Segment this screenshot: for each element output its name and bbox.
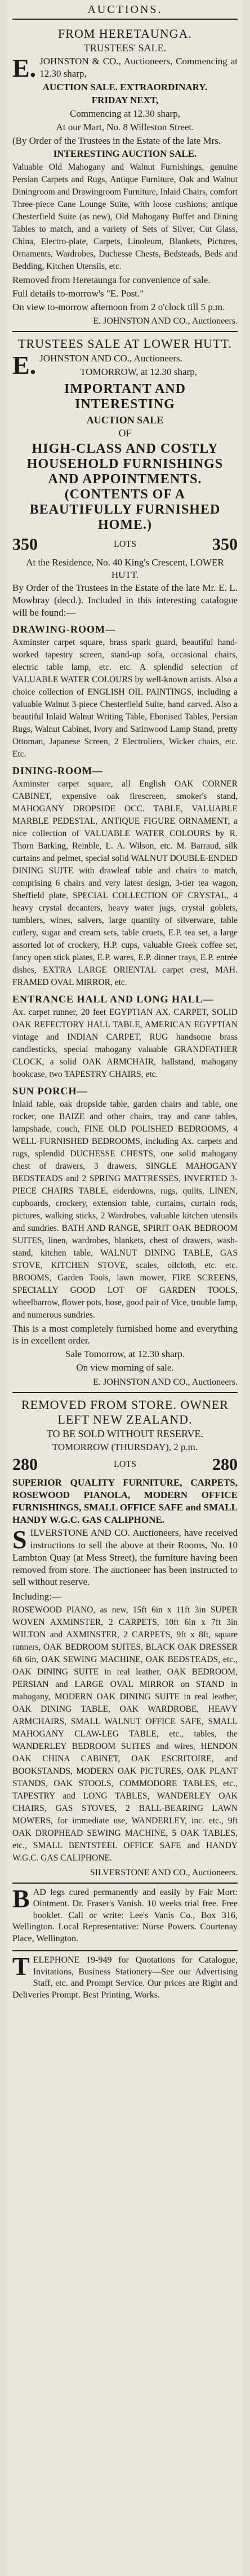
ad-line: Commencing at 12.30 sharp, bbox=[70, 108, 180, 119]
closing-line: This is a most completely furnished home and everything is in excellent order. bbox=[12, 1323, 238, 1346]
signature: E. JOHNSTON AND CO., Auctioneers. bbox=[93, 316, 238, 326]
headline: HIGH-CLASS AND COSTLY HOUSEHOLD FURNISHINGS AND APPOINTMENTS. (CONTENTS OF A BEAUTIFULLY FURNISHED HOME.) bbox=[26, 441, 224, 532]
superior-line: SUPERIOR QUALITY FURNITURE, CARPETS, ROSEWOOD PIANOLA, MODERN OFFICE FURNISHINGS, SMALL OFFICE SAFE and SMALL HANDY W.G.C. GAS CALIPHONE. bbox=[12, 1477, 238, 1525]
time-line: TOMORROW (THURSDAY), 2 p.m. bbox=[52, 1441, 198, 1452]
of-heading: OF bbox=[118, 427, 132, 439]
section-head-dining-room: DINING-ROOM— bbox=[12, 765, 103, 776]
lots-count-right: 280 bbox=[212, 1455, 238, 1474]
firm-line: ILVERSTONE AND CO. Auctioneers, have received instructions to sell the above at their Rooms, No. 10 Lambton Quay (at Mess Street), the furniture having been removed from store. The auctioneer has been instructed to sell without reserve. bbox=[12, 1527, 238, 1588]
auction-ad-removed-from-store bbox=[12, 1393, 238, 1884]
time-line: TOMORROW, at 12.30 sharp, bbox=[80, 366, 197, 377]
ad-body: ELEPHONE 19-949 for Quotations for Catalogue, Invitations, Business Stationery—See our Advertising Staff, etc. and Prompt Service. Our prices are Right and Deliveries Prompt. Best Printing, Works. bbox=[12, 1955, 238, 2000]
including-label: Including:— bbox=[12, 1591, 61, 1602]
section-head-drawing-room: DRAWING-ROOM— bbox=[12, 623, 116, 635]
removed-note: Removed from Heretaunga for convenience of sale. bbox=[12, 275, 211, 285]
view-note: On view morning of sale. bbox=[76, 1362, 174, 1373]
section-body-entrance-hall: Ax. carpet runner, 20 feet EGYPTIAN AX. CARPET, SOLID OAK REFECTORY HALL TABLE, AMERICAN EGYPTIAN vintage and INDIAN CARPET, RUG handsome brass candlesticks, special mahogany valuable GRANDFATHER CLOCK, a solid OAK ARMCHAIR, hallstand, mahogany bookcase, two TAPESTRY CHAIRS, etc. bbox=[12, 1007, 238, 1079]
section-body-sun-porch: Inlaid table, oak dropside table, garden chairs and table, one rocker, one BAIZE and other chairs, tray and cane tables, lampshade, couch, FINE OLD POLISHED BEDROOMS, 4 WELL-FURNISHED BEDROOMS, including Ax. carpets and rugs, splendid DUCHESSE CHESTS, one solid mahogany chest of drawers, 3 drawers, SINGLE MAHOGANY BEDSTEADS and 2 SPRING MATTRESSES, INVERTED 3-PIECE CHAIRS TABLE, eiderdowns, rugs, quilts, LINEN, cupboards, crockery, extension table, curtains, curtain rods, pictures, walking sticks, 2 Wardrobes, valuable kitchen utensils and sundries. BATH AND RANGE, SPIRIT OAK BEDROOM SUITES, linen, wardrobes, blankets, chest of drawers, wash-stand, kitchen table, WALNUT DINING TABLE, GAS STOVE, KITCHEN STOVE, scales, oilcloth, etc. etc. BROOMS, Garden Tools, lawn mower, FIRE SCREENS, SPECIALLY GOOD LOT OF GARDEN TOOLS, wheelbarrow, flower pots, hose, good pair of Vice, trouble lamp, and numerous sundries. bbox=[12, 1099, 238, 1320]
residence-line: At the Residence, No. 40 King's Crescent, LOWER HUTT. bbox=[26, 556, 224, 580]
signature: SILVERSTONE AND CO., Auctioneers. bbox=[90, 1867, 238, 1877]
ad-title: FROM HERETAUNGA. bbox=[58, 26, 192, 41]
ad-title: TRUSTEES SALE AT LOWER HUTT. bbox=[18, 337, 232, 351]
auction-ad-lower-hutt bbox=[12, 332, 238, 1393]
drop-cap: S bbox=[12, 1525, 27, 1554]
lots-row bbox=[12, 1455, 238, 1474]
ad-body: Valuable Old Mahogany and Walnut Furnishings, genuine Persian Carpets and Rugs, Antique Furniture, Oak and Walnut Diningroom and Drawingroom Furniture, Inlaid Chairs, comfort Three-piece Cane Lounge Suite, with loose cushions; antique Chesterfield Suite (as new), Old Mahogany Buffet and Dining Tables to match, and a variety of Sets of Silver, Cut Glass, China, Electro-plate, Carpets, Linoleum, Blankets, Pictures, Ornaments, Wardrobes, Duchesse Chests, Bedsteads, Beds and Bedding, Kitchen Utensils, etc. bbox=[12, 162, 238, 271]
ad-body: ROSEWOOD PIANO, as new, 15ft 6in x 11ft 3in SUPER WOVEN AXMINSTER, 2 CARPETS, 10ft 6in x 7ft 3in WILTON and AXMINSTER, 2 CARPETS, 9ft x 8ft, square runners, OAK BEDROOM SUITES, BLACK OAK DRESSER 6ft 6in, OAK SEWING MACHINE, OAK BEDSTEADS, etc., OAK DINING SUITE in real leather, OAK BEDROOM, PERSIAN and LARGE OVAL MIRROR on STAND in mahogany, MODERN OAK DINING SUITE in real leather, OAK DINING TABLE, OAK WARDROBE, HEAVY ARMCHAIRS, SMALL WALNUT OFFICE SAFE, SMALL MAHOGANY CLAW-LEG TABLE, etc., tables, the WANDERLEY BEDROOM SUITES and wires, HENDON OAK CHINA CABINET, OAK ESCRITOIRE, and BOOKSTANDS, MODERN OAK PICTURES, OAK PLANT STANDS, OAK STOOLS, COMMODORE TABLES, etc., TAPESTRY and LONG TABLES, WANDERLEY OAK CHAIRS, GAS STOVES, 2 BALL-BEARING LAWN MOWERS, for immediate use, WANDERLEY, inc. etc., 9ft OAK DROPHEAD SEWING MACHINE, 5 OAK TABLES, etc., SMALL BENTSTEEL OFFICE SAFE and HANDY W.G.C. GAS CALIPHONE. bbox=[12, 1605, 238, 1863]
ad-line: At our Mart, No. 8 Willeston Street. bbox=[56, 121, 194, 132]
order-line: By Order of the Trustees in the Estate of the late Mr. E. L. Mowbray (decd.). Included in this interesting catalogue will be found:— bbox=[12, 582, 238, 618]
lots-row bbox=[12, 535, 238, 554]
newspaper-page bbox=[7, 0, 243, 2576]
ad-title: REMOVED FROM STORE. OWNER LEFT NEW ZEALAND. bbox=[21, 1397, 229, 1426]
classified-ad-telephone bbox=[12, 1951, 238, 2007]
firm-line: JOHNSTON & CO., Auctioneers, Commencing at 12.30 sharp, bbox=[39, 56, 238, 79]
ad-subtitle: TRUSTEES' SALE. bbox=[83, 42, 167, 54]
lots-label: LOTS bbox=[114, 1460, 136, 1470]
lots-label: LOTS bbox=[114, 539, 136, 549]
ad-line: INTERESTING AUCTION SALE. bbox=[53, 148, 197, 160]
view-note: On view to-morrow afternoon from 2 o'clock till 5 p.m. bbox=[12, 301, 225, 312]
lots-count-left: 350 bbox=[12, 534, 38, 554]
section-body-drawing-room: Axminster carpet square, brass spark guard, beautiful hand-worked tapestry screen, stand-up sofa, occasional chairs, electric table lamp, etc. etc. A splendid selection of VALUABLE WATER COLOURS by well-known artists. Also a choice collection of ENGLISH OIL PAINTINGS, including a valuable Walnut 3-piece Chesterfield Suite, hand carved. Also a beautiful Inlaid Walnut Writing Table, Ebonised Tables, Persian Rugs, Walnut Cabinet, Ivory and Satinwood Lamp Stand, pretty Ottoman, Japanese Screen, 2 Electroliers, Wicker chairs, etc. Etc. bbox=[12, 637, 238, 759]
section-head-sun-porch: SUN PORCH— bbox=[12, 1085, 88, 1097]
drop-cap: B bbox=[12, 1884, 30, 1913]
ad-line: AUCTION SALE. EXTRAORDINARY. bbox=[42, 81, 208, 92]
auction-sale-heading: AUCTION SALE bbox=[86, 414, 164, 426]
drop-cap: E. bbox=[12, 351, 37, 380]
signature: E. JOHNSTON AND CO., Auctioneers. bbox=[93, 1377, 238, 1387]
section-body-dining-room: Axminster carpet square, all English OAK CORNER CABINET, expensive oak firescreen, smoker's stand, MAHOGANY DROPSIDE OCC. TABLE, VALUABLE MARBLE PEDESTAL, ANTIQUE FIGURE ORNAMENT, a nice collection of VALUABLE WATER COLOURS by R. Thorn Barking, Reinble, L. A. Wilson, etc. M. Barraud, silk curtains and pelmet, special solid WALNUT DOUBLE-ENDED DINING SUITE with drawleaf table and chairs to match, comprising 6 chairs and very latest design, 3-tier tea wagon, Sheffield plate, SPECIAL COLLECTION OF CRYSTAL, 4 heavy crystal decanters, heavy water jugs, crystal goblets, tumblers, wines, salvers, large quantity of silverware, table cutlery, sugar and cream sets, table cruets, E.P. tea set, a large assorted lot of crockery, H.P. cups, valuable Greek coffee set, fancy open stick plates, E.P. wares, E.P. dinner trays, E.P. entrée dishes, EXTRA LARGE ORIENTAL carpet crest, MAH. FRAMED OVAL MIRROR, etc. bbox=[12, 779, 238, 987]
ad-body: AD legs cured permanently and easily by Fair Mort: Ointment. Dr. Fraser's Vanish. 10 weeks trial free. Free booklet. Call or write: Lee's Vanis Co., Box 316, Wellington. Local Representative: Nurse Powers. Courtenay Place, Wellington. bbox=[12, 1887, 238, 1943]
lots-count-right: 350 bbox=[212, 534, 238, 554]
ad-line: (By Order of the Trustees in the Estate of the late Mrs. bbox=[12, 135, 221, 146]
sale-time: Sale Tomorrow, at 12.30 sharp. bbox=[65, 1349, 185, 1359]
classified-ad-bad-legs bbox=[12, 1884, 238, 1951]
lots-count-left: 280 bbox=[12, 1455, 38, 1474]
section-heading: AUCTIONS. bbox=[12, 3, 238, 20]
firm-line: JOHNSTON AND CO., Auctioneers. bbox=[39, 353, 182, 364]
ad-line: FRIDAY NEXT, bbox=[91, 95, 159, 106]
important-heading: IMPORTANT AND INTERESTING bbox=[64, 381, 186, 412]
drop-cap: E. bbox=[12, 54, 37, 82]
ad-subtitle: TO BE SOLD WITHOUT RESERVE. bbox=[46, 1428, 204, 1439]
section-head-entrance-hall: ENTRANCE HALL AND LONG HALL— bbox=[12, 993, 214, 1005]
drop-cap: T bbox=[12, 1952, 30, 1981]
auction-ad-heretaunga bbox=[12, 22, 238, 332]
catalogue-note: Full details to-morrow's "E. Post." bbox=[12, 288, 144, 299]
